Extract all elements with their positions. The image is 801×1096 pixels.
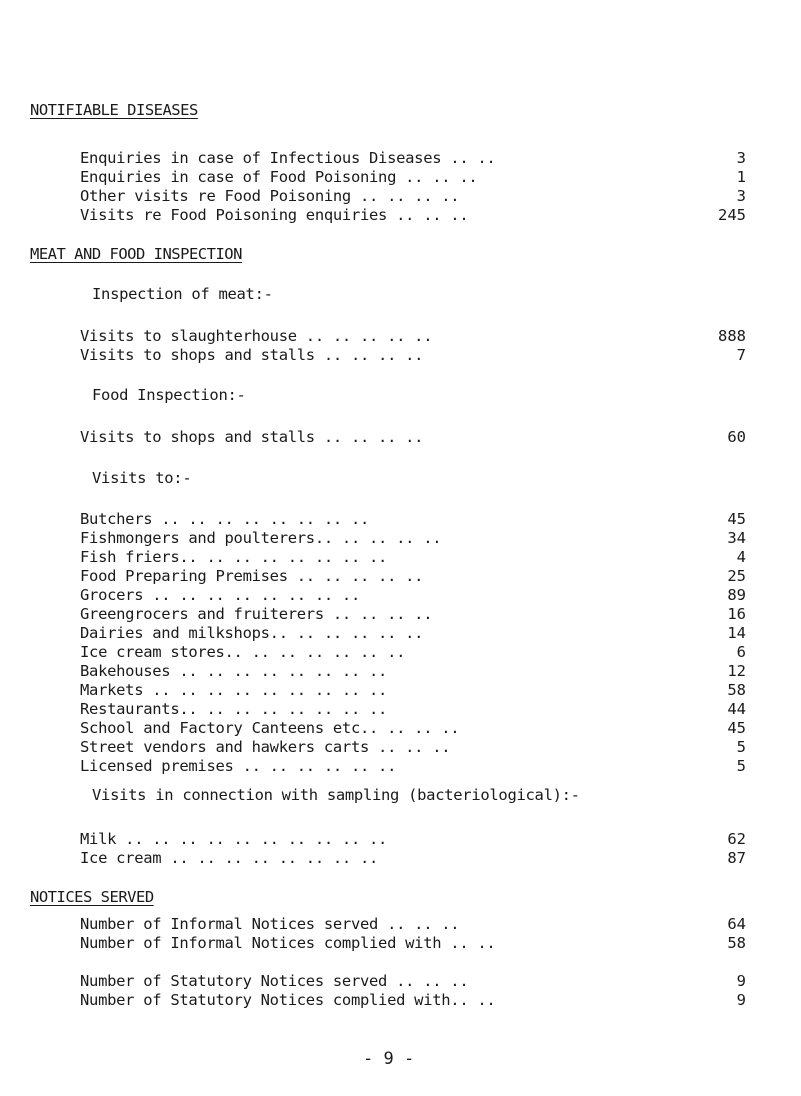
subheading-visits-to: Visits to:-	[92, 469, 192, 487]
row-label: Ice cream .. .. .. .. .. .. .. ..	[80, 849, 379, 867]
row-value: 12	[727, 662, 746, 680]
row-label: Fishmongers and poulterers.. .. .. .. ..	[80, 529, 442, 547]
section-heading-notices-served: NOTICES SERVED	[30, 888, 154, 906]
row-label: Butchers .. .. .. .. .. .. .. ..	[80, 510, 370, 528]
row-label: Greengrocers and fruiterers .. .. .. ..	[80, 605, 433, 623]
row-value: 64	[727, 915, 746, 933]
row-label: Number of Statutory Notices complied with.. ..	[80, 991, 496, 1009]
row-value: 5	[736, 738, 746, 756]
row-value: 87	[727, 849, 746, 867]
row-value: 60	[727, 428, 746, 446]
row-label: Bakehouses .. .. .. .. .. .. .. ..	[80, 662, 388, 680]
row-label: Food Preparing Premises .. .. .. .. ..	[80, 567, 424, 585]
row-label: School and Factory Canteens etc.. .. .. ..	[80, 719, 460, 737]
subheading-food-inspection: Food Inspection:-	[92, 386, 246, 404]
row-label: Dairies and milkshops.. .. .. .. .. ..	[80, 624, 424, 642]
row-value: 16	[727, 605, 746, 623]
row-value: 58	[727, 934, 746, 952]
row-value: 9	[736, 991, 746, 1009]
row-value: 4	[736, 548, 746, 566]
section-heading-meat-food-inspection: MEAT AND FOOD INSPECTION	[30, 245, 242, 263]
row-value: 58	[727, 681, 746, 699]
row-label: Number of Informal Notices served .. .. ..	[80, 915, 460, 933]
section-heading-notifiable-diseases: NOTIFIABLE DISEASES	[30, 101, 198, 119]
row-value: 7	[736, 346, 746, 364]
row-value: 5	[736, 757, 746, 775]
row-label: Ice cream stores.. .. .. .. .. .. ..	[80, 643, 406, 661]
row-value: 89	[727, 586, 746, 604]
row-value: 888	[718, 327, 746, 345]
row-label: Other visits re Food Poisoning .. .. .. ..	[80, 187, 460, 205]
row-value: 6	[736, 643, 746, 661]
page-number: - 9 -	[363, 1049, 415, 1069]
subheading-meat-inspection: Inspection of meat:-	[92, 285, 273, 303]
row-value: 245	[718, 206, 746, 224]
row-value: 3	[736, 149, 746, 167]
row-label: Number of Informal Notices complied with .. ..	[80, 934, 496, 952]
row-label: Visits re Food Poisoning enquiries .. .. ..	[80, 206, 469, 224]
row-label: Visits to shops and stalls .. .. .. ..	[80, 346, 424, 364]
row-value: 62	[727, 830, 746, 848]
row-label: Enquiries in case of Infectious Diseases .. ..	[80, 149, 496, 167]
row-label: Enquiries in case of Food Poisoning .. .. ..	[80, 168, 478, 186]
subheading-sampling: Visits in connection with sampling (bacteriological):-	[92, 786, 580, 804]
row-value: 9	[736, 972, 746, 990]
row-label: Licensed premises .. .. .. .. .. ..	[80, 757, 397, 775]
row-value: 34	[727, 529, 746, 547]
row-label: Restaurants.. .. .. .. .. .. .. ..	[80, 700, 388, 718]
row-value: 45	[727, 719, 746, 737]
row-value: 3	[736, 187, 746, 205]
row-label: Milk .. .. .. .. .. .. .. .. .. ..	[80, 830, 388, 848]
row-label: Visits to shops and stalls .. .. .. ..	[80, 428, 424, 446]
row-label: Visits to slaughterhouse .. .. .. .. ..	[80, 327, 433, 345]
row-label: Markets .. .. .. .. .. .. .. .. ..	[80, 681, 388, 699]
row-value: 44	[727, 700, 746, 718]
row-label: Fish friers.. .. .. .. .. .. .. ..	[80, 548, 388, 566]
row-value: 14	[727, 624, 746, 642]
row-value: 25	[727, 567, 746, 585]
row-label: Grocers .. .. .. .. .. .. .. ..	[80, 586, 360, 604]
row-value: 45	[727, 510, 746, 528]
row-label: Number of Statutory Notices served .. .. ..	[80, 972, 469, 990]
row-label: Street vendors and hawkers carts .. .. ..	[80, 738, 451, 756]
row-value: 1	[736, 168, 746, 186]
